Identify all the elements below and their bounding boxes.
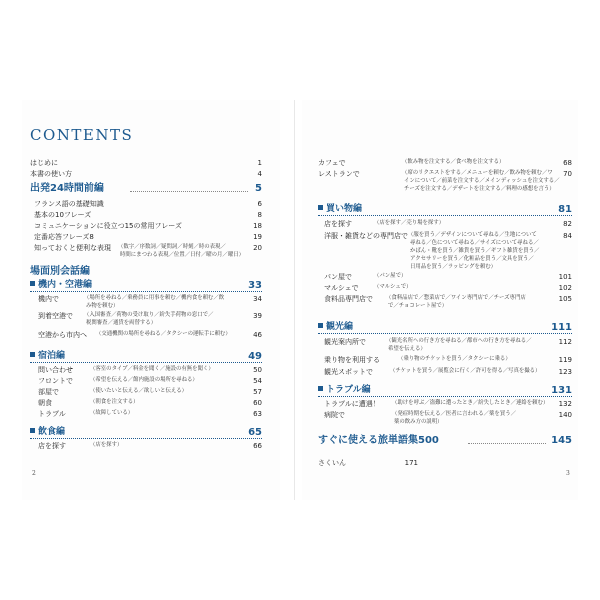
entry-desc-4: アクセサリーを買う／化粧品を買う／文具を買う／ <box>410 256 534 262</box>
entry-page: 112 <box>558 338 572 346</box>
section-square-icon <box>318 205 323 210</box>
entry-page: 19 <box>253 233 262 241</box>
part-page: 145 <box>551 435 572 446</box>
entry-desc-1: （故障している） <box>90 410 134 416</box>
entry-label: 空港から市内へ <box>38 331 87 339</box>
entry-desc-2: で／チョコレート屋で） <box>388 303 448 309</box>
entry-label: 朝食 <box>38 399 52 407</box>
book-gutter <box>294 100 295 500</box>
entry-label: レストランで <box>318 170 360 178</box>
entry-page: 105 <box>558 295 572 303</box>
section-page: 111 <box>551 322 572 333</box>
contents-title: CONTENTS <box>30 126 134 144</box>
section-square-icon <box>30 428 35 433</box>
entry-label: 観光スポットで <box>324 368 373 376</box>
section-page: 33 <box>248 280 262 291</box>
section-label: 観光編 <box>326 322 354 332</box>
entry-page: 123 <box>558 368 572 376</box>
entry-page: 4 <box>257 170 262 178</box>
entry-page: 63 <box>253 410 262 418</box>
entry-desc-3: チーズを注文する／デザートを注文する／料理の感想を言う） <box>404 186 555 192</box>
entry-desc-2: 尋ねる／色について尋ねる／サイズについて尋ねる／ <box>410 240 539 246</box>
entry-desc-1: （入国審査／荷物の受け取り／紛失手荷物の窓口で／ <box>84 312 214 318</box>
section-rule <box>30 291 262 292</box>
entry-label: 洋服・雑貨などの専門店で <box>324 232 408 240</box>
entry-label: フロントで <box>38 377 73 385</box>
entry-desc-1: （乗り物のチケットを買う／タクシーに乗る） <box>398 356 511 362</box>
entry-desc-5: 日用品を買う／ラッピングを頼む） <box>410 264 497 270</box>
section-label: 買い物編 <box>326 204 363 214</box>
entry-desc-1: （席のリクエストをする／メニューを頼む／飲み物を頼む／ワ <box>402 170 553 176</box>
entry-label: マルシェで <box>324 284 359 292</box>
entry-desc-1: （希望を伝える／館内施設の場所を尋ねる） <box>90 377 198 383</box>
section-rule <box>318 215 572 216</box>
entry-desc-2: インについて／前菜を注文する／メインディッシュを注文する／ <box>404 178 560 184</box>
entry-label: 食料品専門店で <box>324 295 373 303</box>
entry-label: 店を探す <box>324 220 352 228</box>
entry-label: さくいん <box>318 459 346 467</box>
entry-desc-1: （マルシェで） <box>374 284 412 290</box>
entry-desc-2: 時間にまつわる表現／位置／日付／曜の月／曜日） <box>120 252 244 258</box>
entry-page: 140 <box>558 411 572 419</box>
toc-entry-hospital[interactable] <box>324 411 572 429</box>
entry-label: 機内で <box>38 295 59 303</box>
part-label: 出発24時間前編 <box>30 183 104 194</box>
entry-label: 病院で <box>324 411 345 419</box>
entry-label: 本書の使い方 <box>30 170 72 178</box>
entry-desc-2: 税関審査／通貨を両替する） <box>86 320 157 326</box>
entry-page: 101 <box>558 273 572 281</box>
entry-desc-1: （パン屋で） <box>374 273 407 279</box>
entry-label: 乗り物を利用する <box>324 356 380 364</box>
entry-label: 観光案内所で <box>324 338 366 346</box>
part-label: 場面別会話編 <box>30 266 90 277</box>
entry-page: 1 <box>257 159 262 167</box>
toc-entry-clothing[interactable] <box>324 232 572 274</box>
entry-desc-1: （朝食を注文する） <box>90 399 139 405</box>
entry-label: パン屋で <box>324 273 352 281</box>
entry-page: 119 <box>558 356 572 364</box>
entry-label: コミュニケーションに役立つ15の常用フレーズ <box>34 222 182 230</box>
section-rule <box>318 396 572 397</box>
leader-dots <box>468 443 546 444</box>
section-square-icon <box>318 386 323 391</box>
entry-page: 8 <box>257 211 262 219</box>
page-number-left: 2 <box>32 470 36 477</box>
entry-page: 46 <box>253 331 262 339</box>
entry-label: トラブル <box>38 410 66 418</box>
part-page: 5 <box>255 183 262 194</box>
section-square-icon <box>30 281 35 286</box>
entry-label: 店を探す <box>38 442 66 450</box>
entry-label: トラブルに遭遇！ <box>324 400 380 408</box>
entry-desc-1: （チケットを買う／展覧会に行く／許可を得る／写真を撮る） <box>390 368 541 374</box>
entry-page: 171 <box>404 459 418 467</box>
toc-entry-restaurant[interactable] <box>318 170 572 196</box>
entry-desc-1: （使いたいと伝える／欲しいと伝える） <box>90 388 188 394</box>
entry-desc-1: （店を探す／売り場を探す） <box>374 220 445 226</box>
section-page: 81 <box>558 204 572 215</box>
section-square-icon <box>318 323 323 328</box>
entry-page: 50 <box>253 366 262 374</box>
entry-desc-1: （服を買う／デザインについて尋ねる／生地について <box>408 232 537 238</box>
entry-page: 54 <box>253 377 262 385</box>
section-page: 131 <box>551 385 572 396</box>
entry-desc-1: （食料品店で／惣菜店で／ワイン専門店で／チーズ専門店 <box>386 295 526 301</box>
entry-desc-1: （発症時期を伝える／医者に言われる／薬を買う／ <box>392 411 516 417</box>
section-label: トラブル編 <box>326 385 371 395</box>
section-label: 機内・空港編 <box>38 280 93 290</box>
entry-label: 定番応答フレーズ8 <box>34 233 94 241</box>
entry-desc-1: （店を探す） <box>90 442 123 448</box>
entry-desc-3: かばん・靴を買う／雑貨を買う／ギフト雑貨を買う／ <box>410 248 540 254</box>
entry-label: 問い合わせ <box>38 366 73 374</box>
section-rule <box>30 362 262 363</box>
entry-page: 60 <box>253 399 262 407</box>
entry-desc-1: （飲み物を注文する／食べ物を注文する） <box>402 159 505 165</box>
entry-page: 34 <box>253 295 262 303</box>
entry-page: 66 <box>253 442 262 450</box>
entry-page: 102 <box>558 284 572 292</box>
entry-label: フランス語の基礎知識 <box>34 200 104 208</box>
entry-page: 132 <box>558 400 572 408</box>
entry-page: 6 <box>257 200 262 208</box>
leader-dots <box>130 191 248 192</box>
entry-label: 部屋で <box>38 388 59 396</box>
entry-page: 82 <box>563 220 572 228</box>
entry-page: 57 <box>253 388 262 396</box>
toc-entry-inflight[interactable] <box>38 295 262 313</box>
entry-label: 知っておくと便利な表現 <box>34 244 111 252</box>
entry-label: 到着空港で <box>38 312 73 320</box>
toc-entry-touristinfo[interactable] <box>324 338 572 356</box>
section-label: 宿泊編 <box>38 351 66 361</box>
entry-desc-1: （観光名所への行き方を尋ねる／都市への行き方を尋ねる／ <box>386 338 532 344</box>
entry-desc-1: （数字／序数詞／疑問詞／時刻／時の表現／ <box>118 244 226 250</box>
toc-entry-foodstore[interactable] <box>324 295 572 313</box>
entry-page: 20 <box>253 244 262 252</box>
entry-desc-1: （場所を尋ねる／乗務員に用事を頼む／機内食を頼む／飲 <box>84 295 225 301</box>
entry-desc-1: （客室のタイプ／料金を聞く／施設の有無を聞く） <box>90 366 214 372</box>
entry-page: 18 <box>253 222 262 230</box>
entry-desc-2: み物を頼む） <box>86 303 119 309</box>
entry-page: 70 <box>563 170 572 178</box>
section-page: 49 <box>248 351 262 362</box>
section-square-icon <box>30 352 35 357</box>
entry-desc-2: 薬の飲み方の説明） <box>394 419 443 425</box>
entry-label: はじめに <box>30 159 58 167</box>
entry-desc-1: （助けを呼ぶ／盗難に遭ったとき／紛失したとき／連絡を頼む） <box>392 400 549 406</box>
entry-desc-2: 希望を伝える） <box>388 346 426 352</box>
toc-entry-useful[interactable] <box>34 244 262 262</box>
entry-desc-1: （交通機関の場所を尋ねる／タクシーの運転手に頼む） <box>96 331 231 337</box>
toc-entry-arrival[interactable] <box>38 312 262 330</box>
section-rule <box>318 333 572 334</box>
entry-page: 84 <box>563 232 572 240</box>
entry-page: 39 <box>253 312 262 320</box>
entry-label: 基本の10フレーズ <box>34 211 92 219</box>
section-page: 65 <box>248 427 262 438</box>
section-rule <box>30 438 262 439</box>
page-number-right: 3 <box>566 470 570 477</box>
entry-page: 68 <box>563 159 572 167</box>
entry-label: カフェで <box>318 159 346 167</box>
section-label: 飲食編 <box>38 427 66 437</box>
part-label: すぐに使える旅単語集500 <box>318 435 439 446</box>
